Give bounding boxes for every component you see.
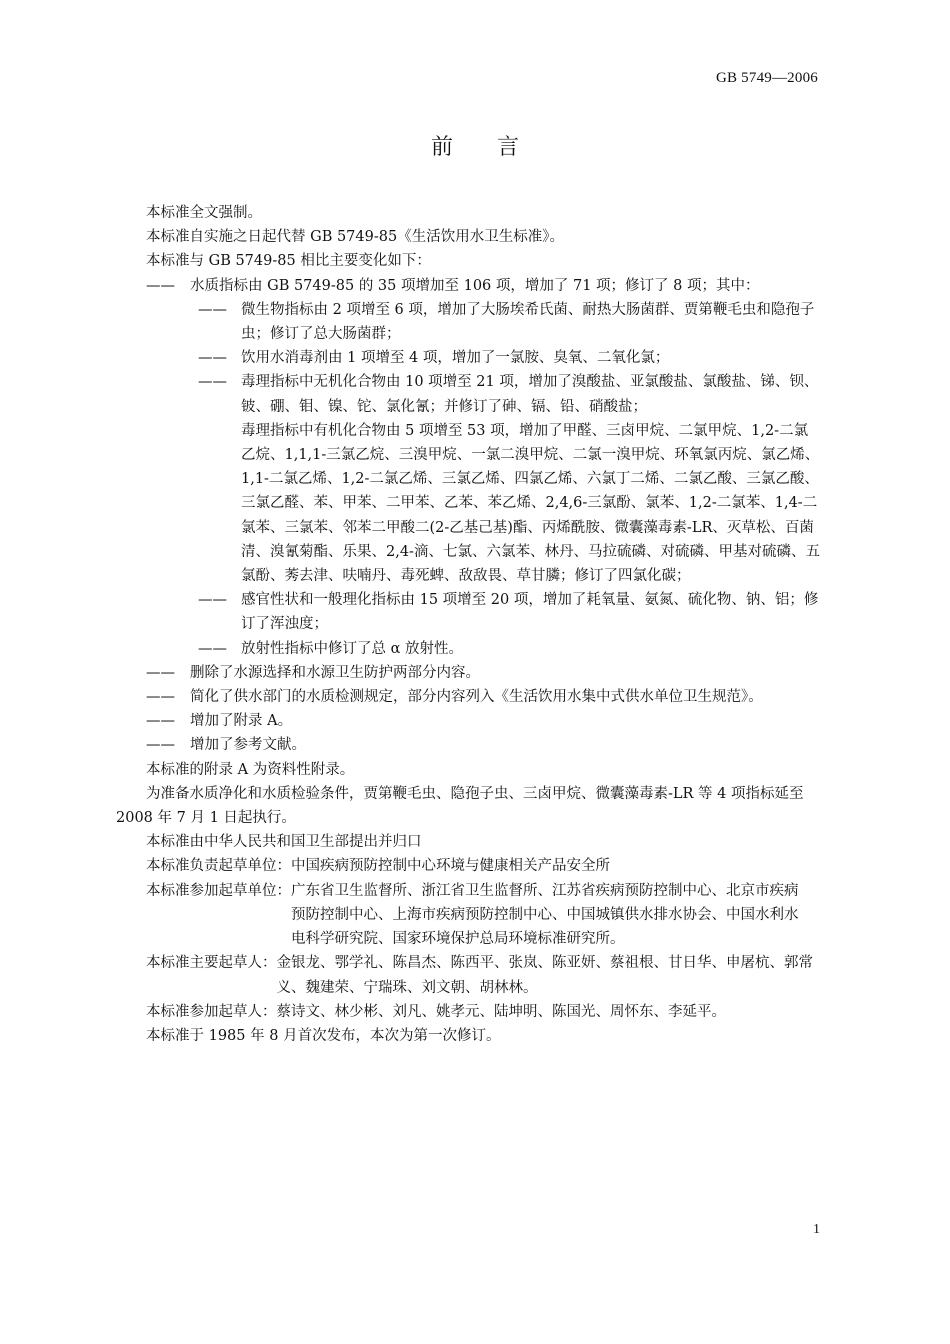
dash-marker: ——: [146, 737, 175, 754]
row-text: 中国疾病预防控制中心环境与健康相关产品安全所: [291, 858, 610, 875]
dash-marker: ——: [146, 713, 175, 730]
paragraph: 为准备水质净化和水质检验条件，贾第鞭毛虫、隐孢子虫、三卤甲烷、微囊藻毒素-LR 等 4 项指标延至 2008 年 7 月 1 日起执行。: [116, 785, 804, 827]
sub-list-item-text: 微生物指标由 2 项增至 6 项，增加了大肠埃希氏菌、耐热大肠菌群、贾第鞭毛虫和隐孢子虫；修订了总大肠菌群；: [241, 301, 815, 343]
row-label: 本标准主要起草人：: [146, 955, 277, 972]
sub-list-item: [116, 637, 820, 661]
sub-list-item: [116, 346, 820, 370]
sub-list-item: [116, 298, 820, 346]
list-item-text: 增加了参考文献。: [190, 737, 306, 754]
dash-marker: ——: [198, 374, 227, 391]
dash-marker: ——: [146, 277, 175, 294]
list-item-text: 水质指标由 GB 5749-85 的 35 项增加至 106 项，增加了 71 项；修订了 8 项；其中：: [190, 277, 760, 294]
dash-marker: ——: [146, 689, 175, 706]
dash-marker: ——: [198, 592, 227, 609]
main-drafters-row: [116, 951, 820, 999]
row-text: 蔡诗文、林少彬、刘凡、姚孝元、陆坤明、陈国光、周怀东、李延平。: [276, 1003, 726, 1020]
sub-list-continuation: 毒理指标中有机化合物由 5 项增至 53 项，增加了甲醛、三卤甲烷、二氯甲烷、1,2-二氯乙烷、1,1,1-三氯乙烷、三溴甲烷、一氯二溴甲烷、二氯一溴甲烷、环氧氯丙烷、氯乙烯、1,1-二氯乙烯、1,2-二氯乙烯、三氯乙烯、四氯乙烯、六氯丁二烯、二氯乙酸、三氯乙酸、三氯乙醛、苯、甲苯、二甲苯、乙苯、苯乙烯、2,4,6-三氯酚、氯苯、1,2-二氯苯、1,4-二氯苯、三氯苯、邻苯二甲酸二(2-乙基己基)酯、丙烯酰胺、微囊藻毒素-LR、灭草松、百菌清、溴氰菊酯、乐果、2,4-滴、七氯、六氯苯、林丹、马拉硫磷、对硫磷、甲基对硫磷、五氯酚、莠去津、呋喃丹、毒死蜱、敌敌畏、草甘膦；修订了四氯化碳；: [241, 422, 820, 585]
dash-marker: ——: [198, 301, 227, 318]
row-label: 本标准负责起草单位：: [146, 858, 291, 875]
paragraph: 本标准的附录 A 为资料性附录。: [146, 761, 355, 778]
list-item-text: 简化了供水部门的水质检测规定，部分内容列入《生活饮用水集中式供水单位卫生规范》。: [190, 689, 763, 706]
paragraph: 本标准由中华人民共和国卫生部提出并归口: [146, 834, 422, 851]
sub-list-item-text: 放射性指标中修订了总 α 放射性。: [241, 640, 464, 657]
participating-drafters-row: [116, 1000, 820, 1024]
row-text: 金银龙、鄂学礼、陈昌杰、陈西平、张岚、陈亚妍、蔡祖根、甘日华、申屠杭、郭常义、魏建荣、宁瑞珠、刘文朝、胡林林。: [276, 955, 813, 996]
standard-code: GB 5749—2006: [716, 70, 818, 86]
list-item: [116, 661, 820, 685]
participating-units-row: [116, 879, 820, 952]
paragraph: 本标准于 1985 年 8 月首次发布，本次为第一次修订。: [146, 1027, 501, 1044]
list-item: [116, 733, 820, 757]
row-text: 广东省卫生监督所、浙江省卫生监督所、江苏省疾病预防控制中心、北京市疾病预防控制中心、上海市疾病预防控制中心、中国城镇供水排水协会、中国水利水电科学研究院、国家环境保护总局环境标准研究所。: [291, 882, 799, 948]
list-item: [116, 685, 820, 709]
row-label: 本标准参加起草单位：: [146, 882, 291, 899]
dash-marker: ——: [198, 640, 227, 657]
document-body: [116, 201, 820, 1048]
list-item: [116, 274, 820, 298]
page-number: 1: [813, 1222, 820, 1237]
list-item: [116, 709, 820, 733]
paragraph: 本标准自实施之日起代替 GB 5749-85《生活饮用水卫生标准》。: [146, 229, 564, 246]
list-item-text: 删除了水源选择和水源卫生防护两部分内容。: [190, 664, 480, 681]
paragraph: 本标准与 GB 5749-85 相比主要变化如下：: [146, 253, 431, 270]
sub-list-item: [116, 370, 820, 418]
page-title: 前言: [430, 135, 563, 160]
row-label: 本标准参加起草人：: [146, 1003, 277, 1020]
sub-list-item-text: 饮用水消毒剂由 1 项增至 4 项，增加了一氯胺、臭氧、二氧化氯；: [241, 350, 670, 367]
paragraph: 本标准全文强制。: [146, 205, 262, 221]
dash-marker: ——: [198, 350, 227, 367]
sub-list-item-text: 感官性状和一般理化指标由 15 项增至 20 项，增加了耗氧量、氨氮、硫化物、钠、铝；修订了浑浊度；: [241, 592, 819, 633]
sub-list-item-text: 毒理指标中无机化合物由 10 项增至 21 项，增加了溴酸盐、亚氯酸盐、氯酸盐、锑、钡、铍、硼、钼、镍、铊、氯化氰；并修订了砷、镉、铅、硝酸盐；: [241, 374, 819, 415]
sub-list-item: [116, 588, 820, 636]
dash-marker: ——: [146, 664, 175, 681]
drafting-unit-row: [116, 854, 820, 878]
list-item-text: 增加了附录 A。: [190, 713, 293, 730]
